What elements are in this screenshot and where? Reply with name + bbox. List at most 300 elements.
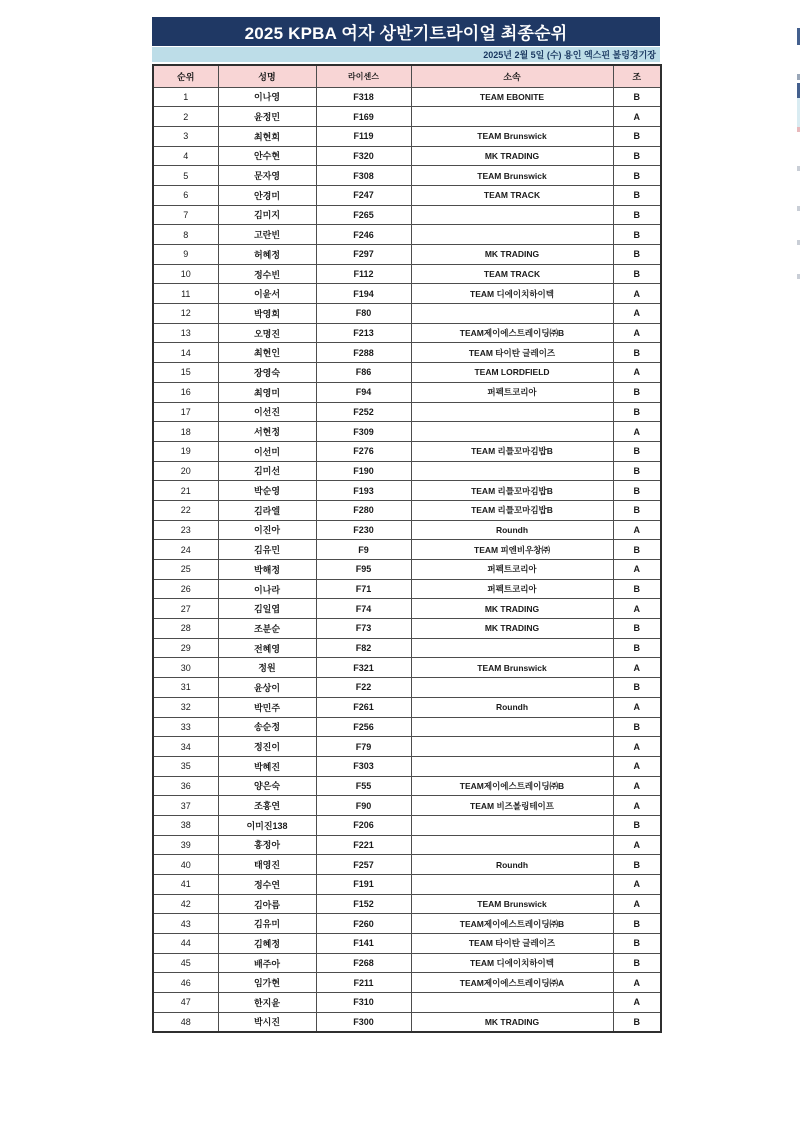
table-row (153, 855, 661, 875)
group-cell: B (613, 914, 661, 934)
group-cell: B (613, 481, 661, 501)
rank-cell: 17 (153, 402, 218, 422)
table-row (153, 363, 661, 383)
table-row (153, 402, 661, 422)
team-cell: TEAM제이에스트레이딩㈜B (411, 914, 613, 934)
table-row (153, 422, 661, 442)
name-cell: 최영미 (218, 382, 316, 402)
rank-cell: 33 (153, 717, 218, 737)
license-cell: F79 (316, 737, 411, 757)
name-cell: 안경미 (218, 185, 316, 205)
group-cell: A (613, 756, 661, 776)
group-cell: B (613, 441, 661, 461)
group-cell: B (613, 461, 661, 481)
license-cell: F230 (316, 520, 411, 540)
name-cell: 홍정아 (218, 835, 316, 855)
rank-cell: 37 (153, 796, 218, 816)
team-cell (411, 756, 613, 776)
team-cell: TEAM 비즈볼링테이프 (411, 796, 613, 816)
rank-cell: 21 (153, 481, 218, 501)
license-cell: F112 (316, 264, 411, 284)
group-cell: B (613, 166, 661, 186)
ranking-sheet (152, 17, 660, 1033)
team-cell: MK TRADING (411, 619, 613, 639)
group-cell: B (613, 1012, 661, 1032)
table-row (153, 146, 661, 166)
table-row (153, 284, 661, 304)
group-cell: A (613, 697, 661, 717)
table-row (153, 126, 661, 146)
table-row (153, 185, 661, 205)
rank-cell: 43 (153, 914, 218, 934)
team-cell (411, 402, 613, 422)
license-cell: F252 (316, 402, 411, 422)
table-row (153, 678, 661, 698)
event-date-location: 2025년 2월 5일 (수) 용인 엑스핀 볼링경기장 (483, 50, 656, 60)
table-row (153, 638, 661, 658)
license-cell: F73 (316, 619, 411, 639)
license-cell: F193 (316, 481, 411, 501)
license-cell: F288 (316, 343, 411, 363)
rank-cell: 24 (153, 540, 218, 560)
name-cell: 서현정 (218, 422, 316, 442)
team-cell (411, 678, 613, 698)
license-cell: F211 (316, 973, 411, 993)
license-cell: F94 (316, 382, 411, 402)
team-cell: TEAM제이에스트레이딩㈜B (411, 323, 613, 343)
rank-cell: 2 (153, 107, 218, 127)
rank-cell: 3 (153, 126, 218, 146)
table-row (153, 500, 661, 520)
team-cell: TEAM 디에이치하이텍 (411, 284, 613, 304)
name-cell: 태영진 (218, 855, 316, 875)
table-row (153, 1012, 661, 1032)
table-row (153, 520, 661, 540)
team-cell: TEAM Brunswick (411, 658, 613, 678)
rank-cell: 20 (153, 461, 218, 481)
group-cell: A (613, 284, 661, 304)
team-cell: TEAM TRACK (411, 264, 613, 284)
name-cell: 조홍연 (218, 796, 316, 816)
team-cell: TEAM 타이탄 글레이즈 (411, 343, 613, 363)
rank-cell: 9 (153, 245, 218, 265)
name-cell: 박영희 (218, 304, 316, 324)
license-cell: F221 (316, 835, 411, 855)
name-cell: 오명진 (218, 323, 316, 343)
table-row (153, 225, 661, 245)
name-cell: 윤상이 (218, 678, 316, 698)
name-cell: 고란빈 (218, 225, 316, 245)
name-cell: 김라엘 (218, 500, 316, 520)
team-cell: TEAM TRACK (411, 185, 613, 205)
table-header-row (153, 65, 661, 87)
license-cell: F194 (316, 284, 411, 304)
rank-cell: 16 (153, 382, 218, 402)
group-cell: B (613, 619, 661, 639)
group-cell: A (613, 737, 661, 757)
group-cell: B (613, 540, 661, 560)
table-row (153, 737, 661, 757)
team-cell: TEAM 리틀꼬마김밥B (411, 500, 613, 520)
rank-cell: 23 (153, 520, 218, 540)
group-cell: A (613, 520, 661, 540)
license-cell: F321 (316, 658, 411, 678)
table-row (153, 875, 661, 895)
rank-cell: 12 (153, 304, 218, 324)
license-cell: F300 (316, 1012, 411, 1032)
col-header-group: 조 (613, 65, 661, 87)
group-cell: A (613, 875, 661, 895)
name-cell: 최현인 (218, 343, 316, 363)
license-cell: F246 (316, 225, 411, 245)
table-row (153, 658, 661, 678)
table-row (153, 717, 661, 737)
name-cell: 김유민 (218, 540, 316, 560)
table-row (153, 934, 661, 954)
team-cell: TEAM 리틀꼬마김밥B (411, 441, 613, 461)
table-row (153, 166, 661, 186)
license-cell: F247 (316, 185, 411, 205)
team-cell (411, 304, 613, 324)
rank-cell: 27 (153, 599, 218, 619)
table-row (153, 756, 661, 776)
rank-cell: 46 (153, 973, 218, 993)
group-cell: B (613, 382, 661, 402)
group-cell: A (613, 993, 661, 1013)
group-cell: B (613, 402, 661, 422)
group-cell: A (613, 323, 661, 343)
team-cell (411, 717, 613, 737)
name-cell: 최현희 (218, 126, 316, 146)
name-cell: 문자영 (218, 166, 316, 186)
rank-cell: 47 (153, 993, 218, 1013)
name-cell: 조분순 (218, 619, 316, 639)
rank-cell: 45 (153, 953, 218, 973)
name-cell: 정수빈 (218, 264, 316, 284)
group-cell: B (613, 245, 661, 265)
table-row (153, 205, 661, 225)
license-cell: F82 (316, 638, 411, 658)
rank-cell: 8 (153, 225, 218, 245)
table-row (153, 894, 661, 914)
name-cell: 김혜정 (218, 934, 316, 954)
group-cell: B (613, 855, 661, 875)
rank-cell: 36 (153, 776, 218, 796)
team-cell (411, 875, 613, 895)
team-cell (411, 205, 613, 225)
license-cell: F95 (316, 560, 411, 580)
table-row (153, 697, 661, 717)
name-cell: 박혜진 (218, 756, 316, 776)
table-row (153, 304, 661, 324)
rank-cell: 44 (153, 934, 218, 954)
rank-cell: 14 (153, 343, 218, 363)
group-cell: B (613, 205, 661, 225)
page-title: 2025 KPBA 여자 상반기트라이얼 최종순위 (244, 24, 568, 43)
col-header-license: 라이센스 (316, 65, 411, 87)
license-cell: F257 (316, 855, 411, 875)
group-cell: B (613, 717, 661, 737)
team-cell: 퍼펙트코리아 (411, 579, 613, 599)
name-cell: 김유미 (218, 914, 316, 934)
rank-cell: 41 (153, 875, 218, 895)
rank-cell: 15 (153, 363, 218, 383)
rank-cell: 18 (153, 422, 218, 442)
name-cell: 정원 (218, 658, 316, 678)
license-cell: F152 (316, 894, 411, 914)
team-cell: 퍼펙트코리아 (411, 382, 613, 402)
table-row (153, 264, 661, 284)
team-cell: TEAM 리틀꼬마김밥B (411, 481, 613, 501)
rank-cell: 19 (153, 441, 218, 461)
ranking-table (152, 64, 662, 1033)
license-cell: F9 (316, 540, 411, 560)
table-row (153, 441, 661, 461)
rank-cell: 25 (153, 560, 218, 580)
rank-cell: 4 (153, 146, 218, 166)
table-row (153, 815, 661, 835)
rank-cell: 11 (153, 284, 218, 304)
table-row (153, 87, 661, 107)
license-cell: F297 (316, 245, 411, 265)
team-cell (411, 461, 613, 481)
name-cell: 이진아 (218, 520, 316, 540)
rank-cell: 1 (153, 87, 218, 107)
team-cell: MK TRADING (411, 245, 613, 265)
license-cell: F268 (316, 953, 411, 973)
name-cell: 이선미 (218, 441, 316, 461)
name-cell: 이미진138 (218, 815, 316, 835)
table-row (153, 599, 661, 619)
group-cell: A (613, 304, 661, 324)
table-row (153, 993, 661, 1013)
rank-cell: 26 (153, 579, 218, 599)
team-cell (411, 225, 613, 245)
team-cell: 퍼펙트코리아 (411, 560, 613, 580)
rank-cell: 5 (153, 166, 218, 186)
license-cell: F190 (316, 461, 411, 481)
team-cell: TEAM LORDFIELD (411, 363, 613, 383)
name-cell: 전혜영 (218, 638, 316, 658)
group-cell: B (613, 146, 661, 166)
team-cell: TEAM 타이탄 글레이즈 (411, 934, 613, 954)
name-cell: 김미선 (218, 461, 316, 481)
team-cell (411, 815, 613, 835)
license-cell: F169 (316, 107, 411, 127)
license-cell: F280 (316, 500, 411, 520)
group-cell: A (613, 776, 661, 796)
col-header-team: 소속 (411, 65, 613, 87)
table-row (153, 973, 661, 993)
col-header-name: 성명 (218, 65, 316, 87)
license-cell: F90 (316, 796, 411, 816)
table-row (153, 776, 661, 796)
name-cell: 임가현 (218, 973, 316, 993)
team-cell (411, 638, 613, 658)
team-cell: MK TRADING (411, 146, 613, 166)
team-cell: TEAM제이에스트레이딩㈜B (411, 776, 613, 796)
team-cell: TEAM Brunswick (411, 894, 613, 914)
table-row (153, 796, 661, 816)
license-cell: F119 (316, 126, 411, 146)
group-cell: A (613, 422, 661, 442)
rank-cell: 34 (153, 737, 218, 757)
name-cell: 정진이 (218, 737, 316, 757)
team-cell: MK TRADING (411, 1012, 613, 1032)
rank-cell: 38 (153, 815, 218, 835)
license-cell: F55 (316, 776, 411, 796)
name-cell: 허혜정 (218, 245, 316, 265)
group-cell: B (613, 264, 661, 284)
name-cell: 장영숙 (218, 363, 316, 383)
rank-cell: 42 (153, 894, 218, 914)
rank-cell: 40 (153, 855, 218, 875)
table-row (153, 540, 661, 560)
name-cell: 안수현 (218, 146, 316, 166)
license-cell: F308 (316, 166, 411, 186)
group-cell: B (613, 815, 661, 835)
license-cell: F71 (316, 579, 411, 599)
name-cell: 이나영 (218, 87, 316, 107)
group-cell: B (613, 638, 661, 658)
group-cell: A (613, 560, 661, 580)
license-cell: F318 (316, 87, 411, 107)
team-cell: TEAM 디에이치하이텍 (411, 953, 613, 973)
table-row (153, 107, 661, 127)
name-cell: 정수연 (218, 875, 316, 895)
group-cell: B (613, 343, 661, 363)
name-cell: 박순영 (218, 481, 316, 501)
rank-cell: 6 (153, 185, 218, 205)
team-cell (411, 835, 613, 855)
group-cell: B (613, 225, 661, 245)
table-row (153, 560, 661, 580)
rank-cell: 30 (153, 658, 218, 678)
license-cell: F256 (316, 717, 411, 737)
col-header-rank: 순위 (153, 65, 218, 87)
rank-cell: 31 (153, 678, 218, 698)
name-cell: 김일엽 (218, 599, 316, 619)
group-cell: B (613, 87, 661, 107)
license-cell: F74 (316, 599, 411, 619)
rank-cell: 28 (153, 619, 218, 639)
group-cell: B (613, 953, 661, 973)
team-cell (411, 993, 613, 1013)
group-cell: A (613, 363, 661, 383)
license-cell: F213 (316, 323, 411, 343)
license-cell: F320 (316, 146, 411, 166)
license-cell: F260 (316, 914, 411, 934)
team-cell (411, 737, 613, 757)
team-cell: TEAM EBONITE (411, 87, 613, 107)
name-cell: 박해정 (218, 560, 316, 580)
rank-cell: 7 (153, 205, 218, 225)
name-cell: 김아름 (218, 894, 316, 914)
rank-cell: 48 (153, 1012, 218, 1032)
group-cell: A (613, 796, 661, 816)
name-cell: 윤정민 (218, 107, 316, 127)
team-cell: TEAM Brunswick (411, 166, 613, 186)
subtitle-bar (152, 47, 660, 62)
table-row (153, 343, 661, 363)
license-cell: F22 (316, 678, 411, 698)
group-cell: B (613, 185, 661, 205)
table-row (153, 579, 661, 599)
rank-cell: 13 (153, 323, 218, 343)
team-cell (411, 422, 613, 442)
license-cell: F86 (316, 363, 411, 383)
name-cell: 이나라 (218, 579, 316, 599)
table-row (153, 481, 661, 501)
table-row (153, 382, 661, 402)
group-cell: B (613, 579, 661, 599)
group-cell: B (613, 934, 661, 954)
license-cell: F206 (316, 815, 411, 835)
team-cell: MK TRADING (411, 599, 613, 619)
team-cell: TEAM 피엔비우창㈜ (411, 540, 613, 560)
license-cell: F191 (316, 875, 411, 895)
group-cell: A (613, 599, 661, 619)
name-cell: 이윤서 (218, 284, 316, 304)
rank-cell: 39 (153, 835, 218, 855)
group-cell: A (613, 658, 661, 678)
team-cell: TEAM제이에스트레이딩㈜A (411, 973, 613, 993)
rank-cell: 22 (153, 500, 218, 520)
group-cell: B (613, 126, 661, 146)
group-cell: A (613, 835, 661, 855)
group-cell: B (613, 500, 661, 520)
rank-cell: 10 (153, 264, 218, 284)
license-cell: F276 (316, 441, 411, 461)
group-cell: A (613, 894, 661, 914)
name-cell: 박민주 (218, 697, 316, 717)
license-cell: F261 (316, 697, 411, 717)
group-cell: A (613, 107, 661, 127)
license-cell: F265 (316, 205, 411, 225)
license-cell: F80 (316, 304, 411, 324)
team-cell: Roundh (411, 855, 613, 875)
table-row (153, 323, 661, 343)
name-cell: 한지윤 (218, 993, 316, 1013)
table-row (153, 835, 661, 855)
rank-cell: 32 (153, 697, 218, 717)
team-cell (411, 107, 613, 127)
team-cell: Roundh (411, 520, 613, 540)
name-cell: 이선진 (218, 402, 316, 422)
table-row (153, 619, 661, 639)
license-cell: F310 (316, 993, 411, 1013)
license-cell: F303 (316, 756, 411, 776)
table-row (153, 914, 661, 934)
name-cell: 박시진 (218, 1012, 316, 1032)
team-cell: TEAM Brunswick (411, 126, 613, 146)
rank-cell: 35 (153, 756, 218, 776)
name-cell: 배주아 (218, 953, 316, 973)
license-cell: F309 (316, 422, 411, 442)
team-cell: Roundh (411, 697, 613, 717)
rank-cell: 29 (153, 638, 218, 658)
table-row (153, 461, 661, 481)
license-cell: F141 (316, 934, 411, 954)
table-row (153, 245, 661, 265)
title-bar (152, 17, 660, 46)
group-cell: B (613, 678, 661, 698)
group-cell: A (613, 973, 661, 993)
name-cell: 김미지 (218, 205, 316, 225)
name-cell: 송순정 (218, 717, 316, 737)
table-row (153, 953, 661, 973)
name-cell: 양은숙 (218, 776, 316, 796)
